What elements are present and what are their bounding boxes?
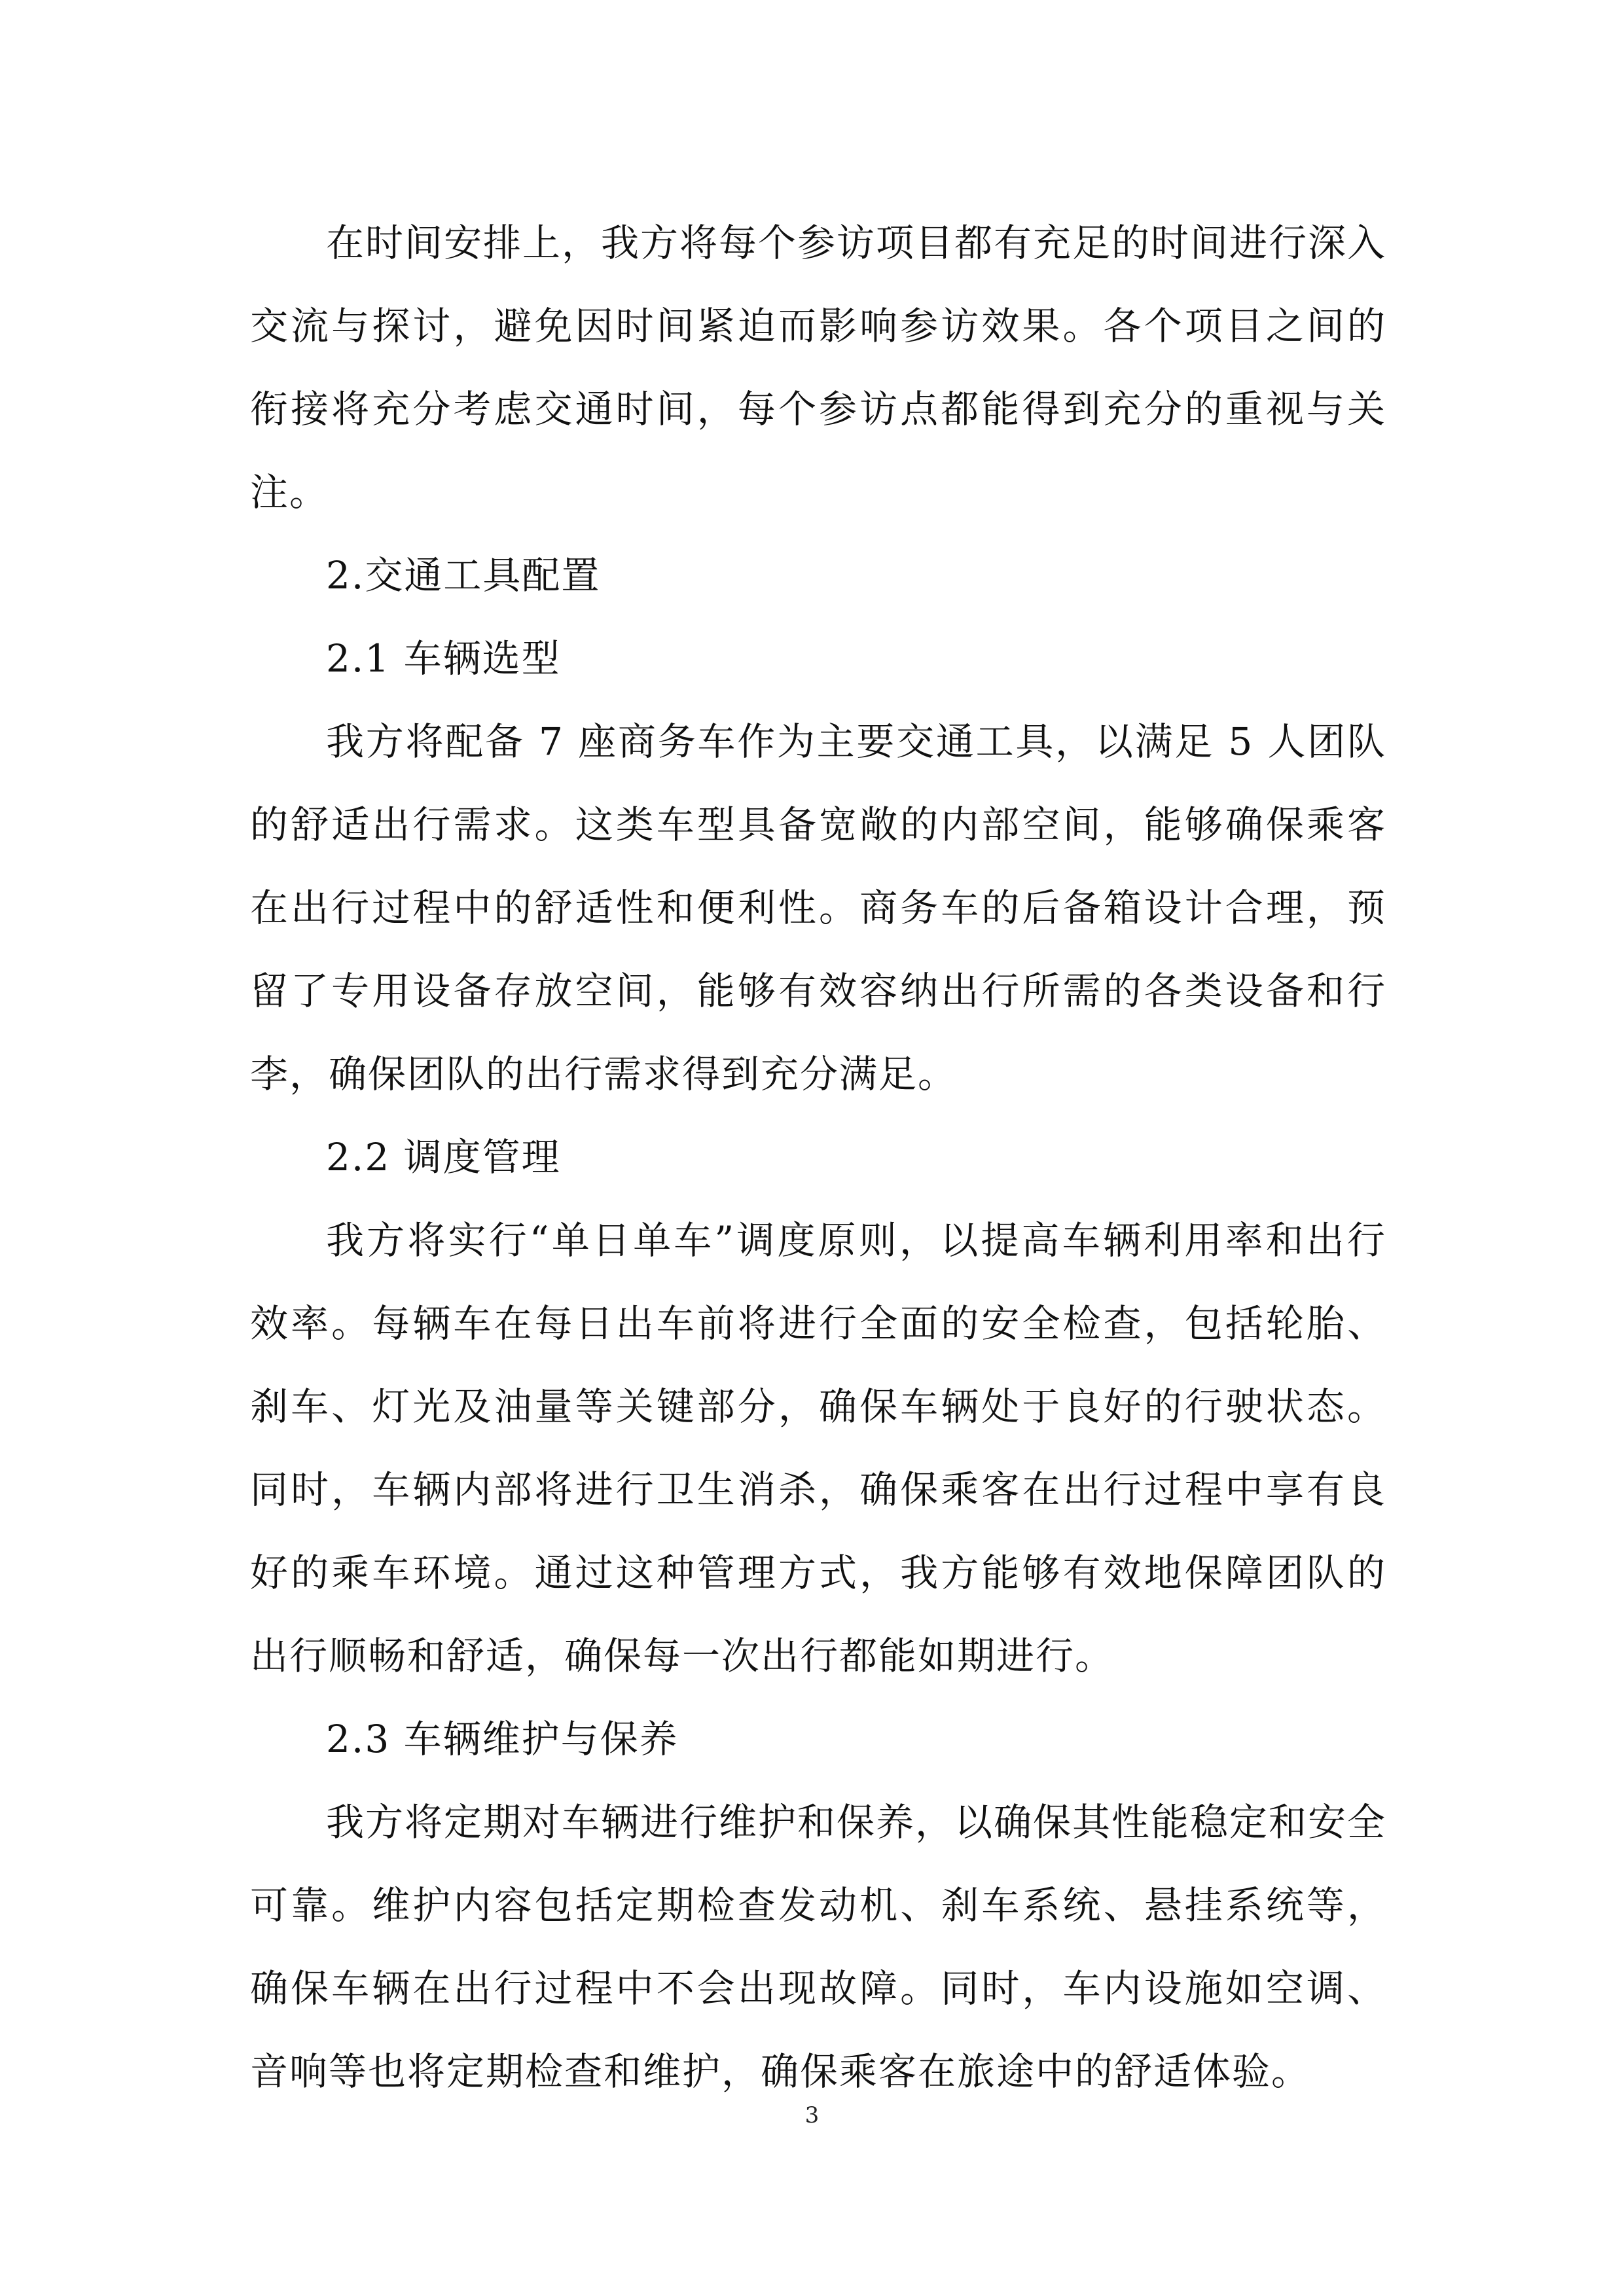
paragraph-schedule: 在时间安排上，我方将每个参访项目都有充足的时间进行深入交流与探讨，避免因时间紧迫而影响参访效果。各个项目之间的衔接将充分考虑交通时间，每个参访点都能得到充分的重视与关注。 bbox=[250, 221, 1387, 514]
heading-maintenance: 2.3 车辆维护与保养 bbox=[326, 1717, 679, 1761]
paragraph-maintenance: 我方将定期对车辆进行维护和保养，以确保其性能稳定和安全可靠。维护内容包括定期检查发动机、刹车系统、悬挂系统等，确保车辆在出行过程中不会出现故障。同时，车内设施如空调、音响等也将定期检查和维护，确保乘客在旅途中的舒适体验。 bbox=[250, 1800, 1387, 2094]
heading-dispatch-management: 2.2 调度管理 bbox=[326, 1135, 561, 1179]
page-body bbox=[250, 202, 1386, 2113]
paragraph-vehicle-selection: 我方将配备 7 座商务车作为主要交通工具，以满足 5 人团队的舒适出行需求。这类车型具备宽敞的内部空间，能够确保乘客在出行过程中的舒适性和便利性。商务车的后备箱设计合理，预留了专用设备存放空间，能够有效容纳出行所需的各类设备和行李，确保团队的出行需求得到充分满足。 bbox=[250, 719, 1386, 1096]
heading-transport-config: 2.交通工具配置 bbox=[326, 553, 601, 598]
paragraph-dispatch-management: 我方将实行“单日单车”调度原则，以提高车辆利用率和出行效率。每辆车在每日出车前将进行全面的安全检查，包括轮胎、刹车、灯光及油量等关键部分，确保车辆处于良好的行驶状态。同时，车辆内部将进行卫生消杀，确保乘客在出行过程中享有良好的乘车环境。通过这种管理方式，我方能够有效地保障团队的出行顺畅和舒适，确保每一次出行都能如期进行。 bbox=[250, 1218, 1386, 1678]
page-number: 3 bbox=[804, 2102, 820, 2128]
heading-vehicle-selection: 2.1 车辆选型 bbox=[326, 636, 561, 681]
